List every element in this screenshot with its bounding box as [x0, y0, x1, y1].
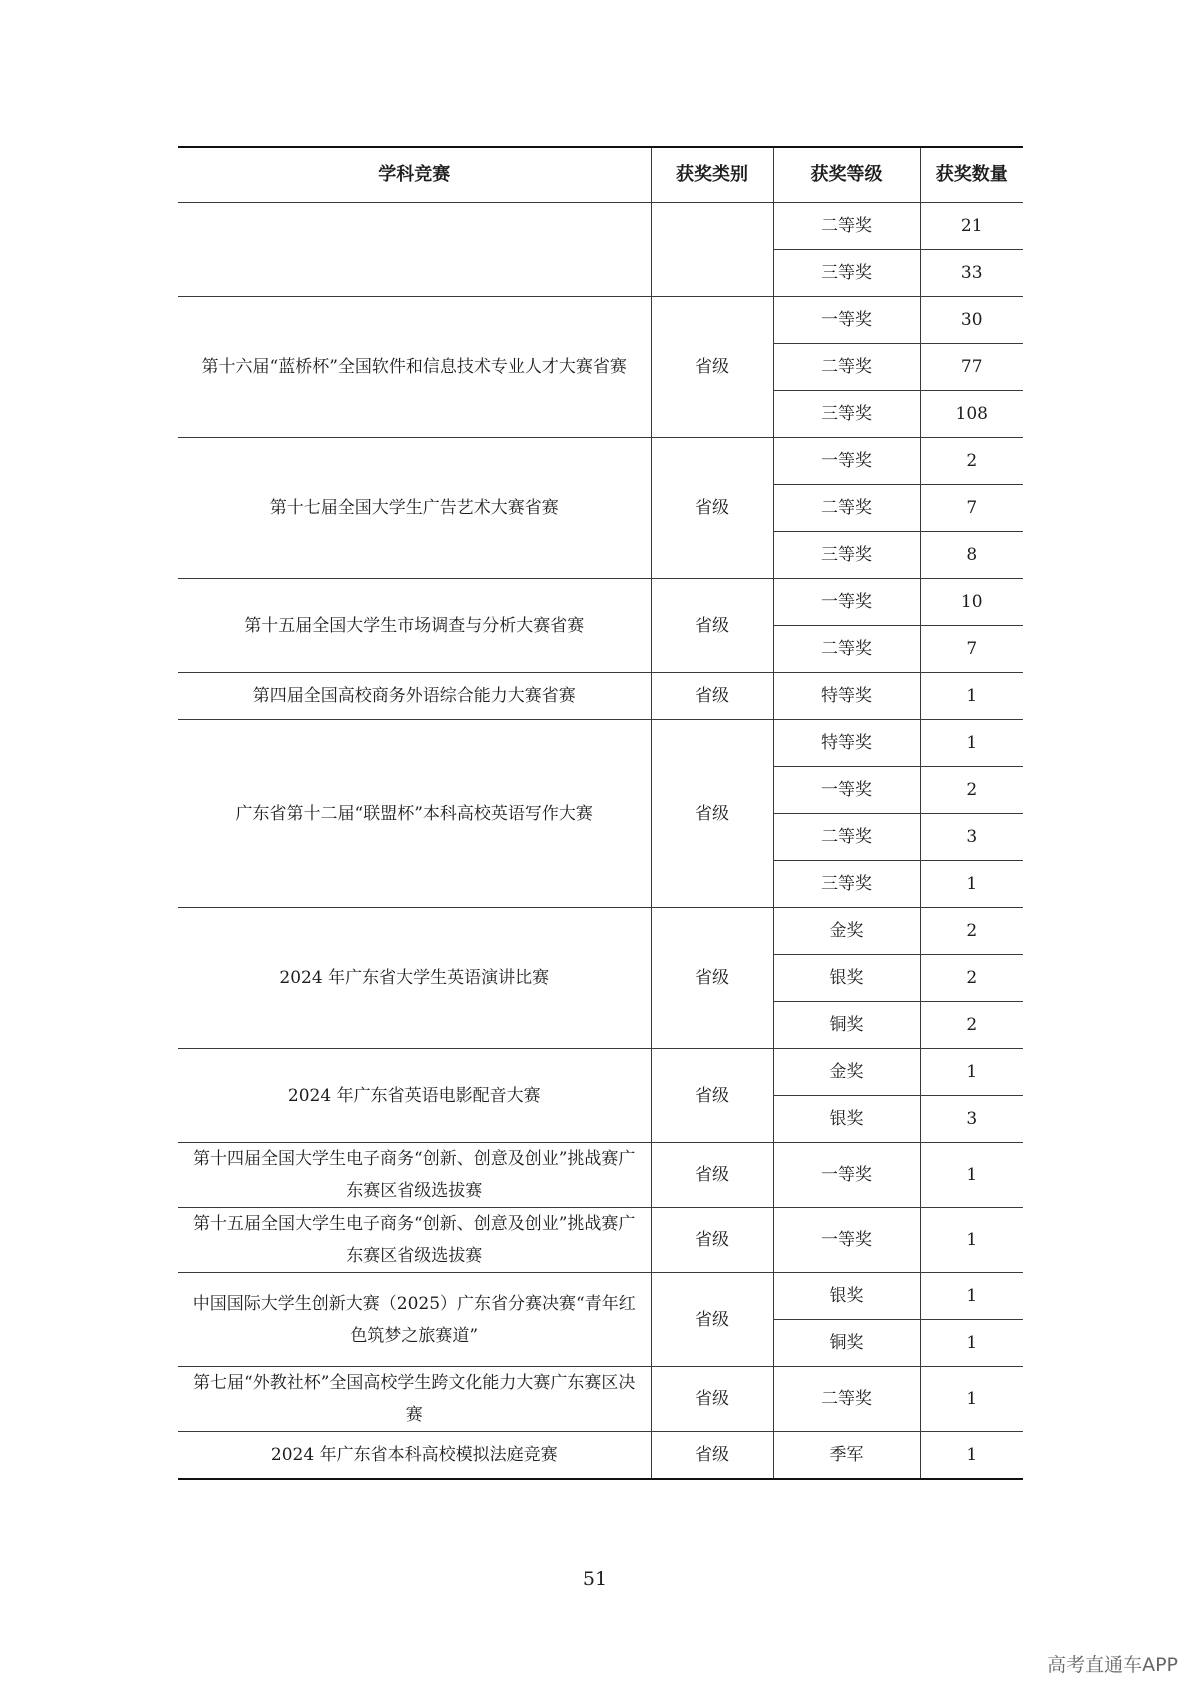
award-count-cell: 1 — [920, 861, 1023, 908]
award-count-cell: 2 — [920, 908, 1023, 955]
table-row — [178, 203, 1023, 250]
competition-cell: 2024 年广东省英语电影配音大赛 — [178, 1049, 651, 1143]
award-count-cell: 3 — [920, 1096, 1023, 1143]
award-level-cell: 二等奖 — [773, 814, 920, 861]
category-cell: 省级 — [651, 1367, 773, 1432]
category-cell: 省级 — [651, 1049, 773, 1143]
award-level-cell: 银奖 — [773, 955, 920, 1002]
award-count-cell: 3 — [920, 814, 1023, 861]
award-count-cell: 1 — [920, 673, 1023, 720]
award-count-cell: 2 — [920, 767, 1023, 814]
category-cell: 省级 — [651, 438, 773, 579]
competition-cell: 第十五届全国大学生电子商务“创新、创意及创业”挑战赛广东赛区省级选拔赛 — [178, 1208, 651, 1273]
award-level-cell: 铜奖 — [773, 1002, 920, 1049]
award-level-cell: 二等奖 — [773, 203, 920, 250]
header-level: 获奖等级 — [773, 147, 920, 203]
award-level-cell: 特等奖 — [773, 720, 920, 767]
award-level-cell: 二等奖 — [773, 1367, 920, 1432]
award-level-cell: 三等奖 — [773, 532, 920, 579]
award-level-cell: 特等奖 — [773, 673, 920, 720]
award-count-cell: 8 — [920, 532, 1023, 579]
table-row — [178, 1367, 1023, 1432]
award-count-cell: 10 — [920, 579, 1023, 626]
award-level-cell: 一等奖 — [773, 767, 920, 814]
award-level-cell: 一等奖 — [773, 1208, 920, 1273]
award-count-cell: 108 — [920, 391, 1023, 438]
award-level-cell: 一等奖 — [773, 438, 920, 485]
award-count-cell: 21 — [920, 203, 1023, 250]
category-cell: 省级 — [651, 1143, 773, 1208]
category-cell: 省级 — [651, 908, 773, 1049]
award-count-cell: 7 — [920, 485, 1023, 532]
competition-cell: 第四届全国高校商务外语综合能力大赛省赛 — [178, 673, 651, 720]
header-count: 获奖数量 — [920, 147, 1023, 203]
award-count-cell: 1 — [920, 1273, 1023, 1320]
award-level-cell: 金奖 — [773, 1049, 920, 1096]
competition-cell: 广东省第十二届“联盟杯”本科高校英语写作大赛 — [178, 720, 651, 908]
header-competition: 学科竞赛 — [178, 147, 651, 203]
table-row — [178, 1273, 1023, 1320]
award-count-cell: 1 — [920, 720, 1023, 767]
award-level-cell: 二等奖 — [773, 626, 920, 673]
category-cell: 省级 — [651, 1208, 773, 1273]
table-row — [178, 1049, 1023, 1096]
award-level-cell: 二等奖 — [773, 344, 920, 391]
category-cell — [651, 203, 773, 297]
award-count-cell: 30 — [920, 297, 1023, 344]
award-level-cell: 银奖 — [773, 1096, 920, 1143]
award-level-cell: 季军 — [773, 1432, 920, 1479]
award-count-cell: 1 — [920, 1367, 1023, 1432]
award-level-cell: 三等奖 — [773, 250, 920, 297]
award-level-cell: 银奖 — [773, 1273, 920, 1320]
award-level-cell: 二等奖 — [773, 485, 920, 532]
table-row — [178, 438, 1023, 485]
award-level-cell: 金奖 — [773, 908, 920, 955]
table-row — [178, 908, 1023, 955]
award-count-cell: 1 — [920, 1208, 1023, 1273]
table-row — [178, 579, 1023, 626]
award-level-cell: 一等奖 — [773, 297, 920, 344]
competition-cell: 第十六届“蓝桥杯”全国软件和信息技术专业人才大赛省赛 — [178, 297, 651, 438]
category-cell: 省级 — [651, 720, 773, 908]
award-level-cell: 一等奖 — [773, 1143, 920, 1208]
award-level-cell: 一等奖 — [773, 579, 920, 626]
category-cell: 省级 — [651, 1273, 773, 1367]
competition-cell — [178, 203, 651, 297]
award-count-cell: 1 — [920, 1049, 1023, 1096]
award-level-cell: 铜奖 — [773, 1320, 920, 1367]
award-count-cell: 2 — [920, 438, 1023, 485]
competition-cell: 第十四届全国大学生电子商务“创新、创意及创业”挑战赛广东赛区省级选拔赛 — [178, 1143, 651, 1208]
award-count-cell: 1 — [920, 1432, 1023, 1479]
table-body — [178, 203, 1023, 1479]
table-row — [178, 720, 1023, 767]
category-cell: 省级 — [651, 673, 773, 720]
table-row — [178, 1208, 1023, 1273]
award-count-cell: 2 — [920, 1002, 1023, 1049]
page-number: 51 — [582, 1568, 608, 1590]
competition-cell: 第十五届全国大学生市场调查与分析大赛省赛 — [178, 579, 651, 673]
category-cell: 省级 — [651, 297, 773, 438]
competition-cell: 2024 年广东省大学生英语演讲比赛 — [178, 908, 651, 1049]
award-count-cell: 2 — [920, 955, 1023, 1002]
award-count-cell: 1 — [920, 1320, 1023, 1367]
awards-table — [178, 146, 1023, 1480]
watermark: 高考直通车APP — [1047, 1654, 1178, 1676]
category-cell: 省级 — [651, 1432, 773, 1479]
award-count-cell: 33 — [920, 250, 1023, 297]
header-category: 获奖类别 — [651, 147, 773, 203]
category-cell: 省级 — [651, 579, 773, 673]
competition-cell: 2024 年广东省本科高校模拟法庭竞赛 — [178, 1432, 651, 1479]
table-row — [178, 673, 1023, 720]
competition-cell: 第七届“外教社杯”全国高校学生跨文化能力大赛广东赛区决赛 — [178, 1367, 651, 1432]
table-row — [178, 1432, 1023, 1479]
award-level-cell: 三等奖 — [773, 391, 920, 438]
competition-cell: 中国国际大学生创新大赛（2025）广东省分赛决赛“青年红色筑梦之旅赛道” — [178, 1273, 651, 1367]
award-count-cell: 77 — [920, 344, 1023, 391]
table-header-row — [178, 147, 1023, 203]
competition-cell: 第十七届全国大学生广告艺术大赛省赛 — [178, 438, 651, 579]
award-count-cell: 7 — [920, 626, 1023, 673]
award-level-cell: 三等奖 — [773, 861, 920, 908]
award-count-cell: 1 — [920, 1143, 1023, 1208]
table-row — [178, 1143, 1023, 1208]
table-row — [178, 297, 1023, 344]
